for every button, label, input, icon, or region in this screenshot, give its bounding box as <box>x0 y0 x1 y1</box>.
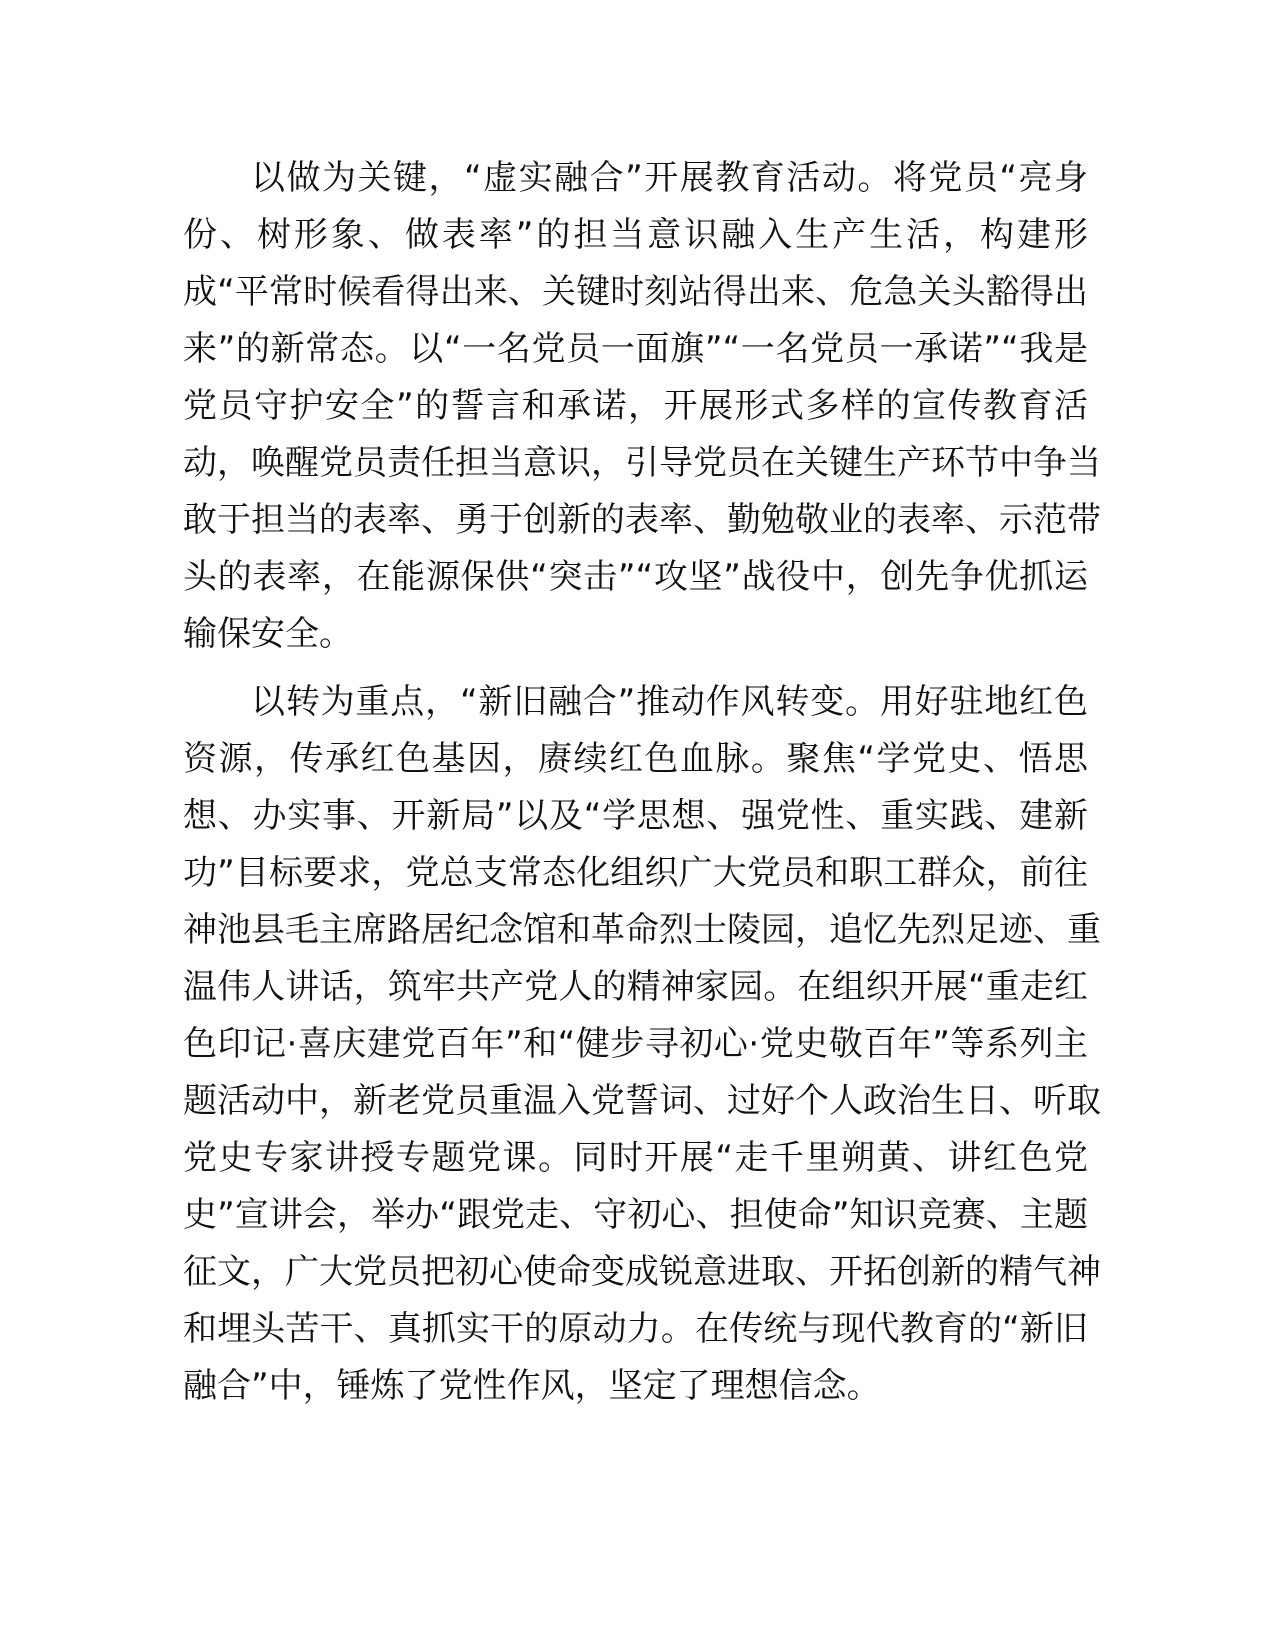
text-line: 敢于担当的表率、勇于创新的表率、勤勉敬业的表率、示范带 <box>183 500 1101 540</box>
text-line: 征文，广大党员把初心使命变成锐意进取、开拓创新的精气神 <box>183 1252 1101 1292</box>
text-line: 功”目标要求，党总支常态化组织广大党员和职工群众，前往 <box>183 853 1088 893</box>
text-line: 资源，传承红色基因，赓续红色血脉。聚焦“学党史、悟思 <box>183 739 1088 779</box>
text-line: 色印记·喜庆建党百年”和“健步寻初心·党史敬百年”等系列主 <box>183 1024 1088 1064</box>
text-line: 和埋头苦干、真抓实干的原动力。在传统与现代教育的“新旧 <box>183 1309 1088 1349</box>
text-line: 融合”中，锤炼了党性作风，坚定了理想信念。 <box>183 1366 881 1406</box>
text-line: 题活动中，新老党员重温入党誓词、过好个人政治生日、听取 <box>183 1081 1101 1121</box>
text-line: 动，唤醒党员责任担当意识，引导党员在关键生产环节中争当 <box>183 443 1101 483</box>
paragraph-virtual-real-integration <box>183 150 1101 663</box>
document-body <box>183 150 1101 1415</box>
text-line: 来”的新常态。以“一名党员一面旗”“一名党员一承诺”“我是 <box>183 329 1088 369</box>
text-line: 温伟人讲话，筑牢共产党人的精神家园。在组织开展“重走红 <box>183 967 1088 1007</box>
text-line: 以转为重点，“新旧融合”推动作风转变。用好驻地红色 <box>251 682 1088 722</box>
text-line: 党员守护安全”的誓言和承诺，开展形式多样的宣传教育活 <box>183 386 1088 426</box>
text-line: 成“平常时候看得出来、关键时刻站得出来、危急关头豁得出 <box>183 272 1088 312</box>
text-line: 以做为关键，“虚实融合”开展教育活动。将党员“亮身 <box>251 158 1088 198</box>
text-line: 党史专家讲授专题党课。同时开展“走千里朔黄、讲红色党 <box>183 1138 1088 1178</box>
text-line: 神池县毛主席路居纪念馆和革命烈士陵园，追忆先烈足迹、重 <box>183 910 1101 950</box>
paragraph-old-new-integration <box>183 674 1101 1415</box>
text-line: 输保安全。 <box>183 614 353 654</box>
text-line: 想、办实事、开新局”以及“学思想、强党性、重实践、建新 <box>183 796 1088 836</box>
text-line: 份、树形象、做表率”的担当意识融入生产生活，构建形 <box>183 215 1088 255</box>
text-line: 史”宣讲会，举办“跟党走、守初心、担使命”知识竞赛、主题 <box>183 1195 1088 1235</box>
text-line: 头的表率，在能源保供“突击”“攻坚”战役中，创先争优抓运 <box>183 557 1088 597</box>
